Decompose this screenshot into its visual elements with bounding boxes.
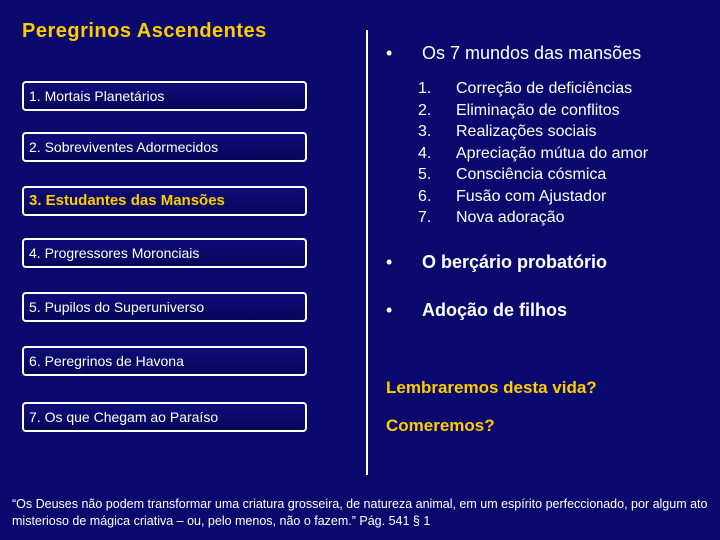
stage-box-3: 3. Estudantes das Mansões [22, 186, 307, 216]
footer-quote: “Os Deuses não podem transformar uma criatura grosseira, de natureza animal, em um espírito perfeccionado, por algum ato misterioso de mágica criativa – ou, pelo menos, não o fazem.” Pág. 541 § 1 [12, 497, 708, 528]
question-eat: Comeremos? [386, 416, 495, 435]
bullet-marker: • [386, 300, 393, 320]
bullet-marker: • [386, 252, 393, 272]
stage-box-7: 7. Os que Chegam ao Paraíso [22, 402, 307, 432]
bullet-text: O berçário probatório [422, 252, 608, 272]
question-remember: Lembraremos desta vida? [386, 378, 597, 397]
stage-box-2: 2. Sobreviventes Adormecidos [22, 132, 307, 162]
stage-box-5: 5. Pupilos do Superuniverso [22, 292, 307, 322]
slide: Peregrinos Ascendentes 1. Mortais Planetários 2. Sobreviventes Adormecidos 3. Estudantes das Mansões 4. Progressores Moronciais 5. Pupilos do Superuniverso 6. Peregrinos de Havona 7. Os que Chegam ao Paraíso • Os 7 mundos das mansões 1. Correção de deficiências 2. Eliminação de conflitos 3. Realizações sociais 4. Apreciação mútua do amor 5. Consciência cósmica 6. Fusão com Ajustador 7. Nova adoração • O berçário probatório • Adoção de filhos Lembraremos desta vida? Comeremos? “Os Deuses não podem transformar uma criatura grosseira, de natureza animal, em um espírito perfeccionado, por algum ato misterioso de mágica criativa – ou, pelo menos, não o fazem.” Pág. 541 § 1 [0, 0, 720, 540]
slide-title: Peregrinos Ascendentes [22, 20, 267, 42]
stage-box-1: 1. Mortais Planetários [22, 81, 307, 111]
bullet-marker: • [386, 43, 393, 63]
vertical-divider [366, 30, 368, 475]
stage-box-4: 4. Progressores Moronciais [22, 238, 307, 268]
stage-box-6: 6. Peregrinos de Havona [22, 346, 307, 376]
bullet-text: Os 7 mundos das mansões [422, 43, 642, 63]
bullet-text: Adoção de filhos [422, 300, 568, 320]
